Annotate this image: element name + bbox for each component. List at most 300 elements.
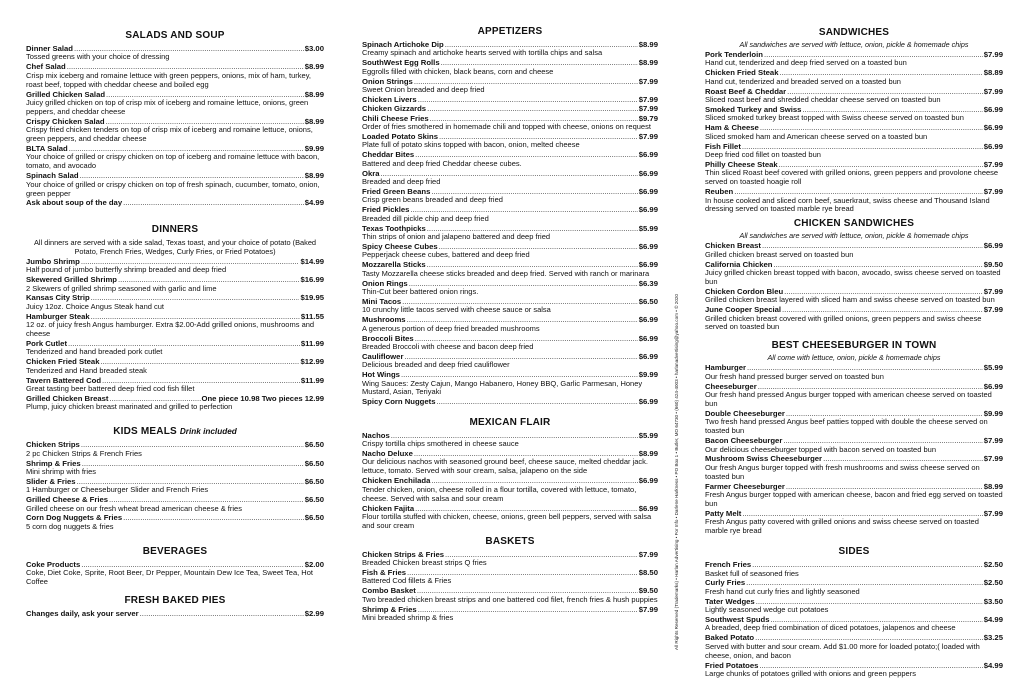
item-name: Southwest Spuds [705,615,770,625]
dot-leader [418,95,638,104]
item-name: Dinner Salad [26,44,73,53]
menu-item [705,87,1003,105]
menu-section-sandwiches [705,27,1003,214]
item-name: SouthWest Egg Rolls [362,58,440,68]
item-price: $2.50 [983,560,1003,570]
item-description: Large chunks of potatoes grilled with onions and green peppers [705,668,916,678]
item-price: $6.99 [983,141,1003,151]
item-price: $6.99 [638,168,658,178]
item-name: Chicken Strips & Fries [362,549,445,559]
item-description: Breaded and deep fried [362,177,441,187]
menu-item [26,117,324,144]
section-title-text: SALADS AND SOUP [125,30,225,41]
item-description: Deep fried cod fillet on toasted bun [705,149,821,159]
item-name: Kansas City Strip [26,293,90,303]
item-price: $6.50 [304,513,324,523]
item-name: Farmer Cheeseburger [705,481,785,491]
item-price: $6.50 [638,296,658,306]
menu-item-line [26,609,324,618]
item-name: Ask about soup of the day [26,198,123,208]
item-name: Philly Cheese Steak [705,159,778,169]
item-price: $6.99 [638,397,658,407]
item-description: Crispy tortilla chips smothered in cheese sauce [362,439,519,449]
section-title-text: KIDS MEALS [113,426,177,438]
item-name: Nachos [362,430,390,440]
item-price: $7.99 [638,549,658,559]
menu-item [362,297,658,315]
menu-section-kids [26,426,324,532]
menu-item [362,568,658,586]
item-name: Skewered Grilled Shrimp [26,275,118,285]
menu-item [26,144,324,171]
item-price: $6.50 [304,440,324,450]
item-description: In house cooked and sliced corn beef, sauerkraut, swiss cheese and Thousand Island dressing served on toasted marble rye bread [705,195,990,214]
section-title-text: BEVERAGES [142,545,208,557]
item-description: Order of fries smothered in homemade chili and topped with cheese, onions on request [362,122,651,132]
item-price: $7.99 [983,508,1003,518]
dot-leader [123,198,304,207]
item-price: $4.99 [304,198,324,208]
menu-item [26,339,324,357]
dot-leader [427,104,638,113]
item-price: $8.50 [638,568,658,578]
item-price: $7.99 [983,305,1003,315]
item-description: Juicy grilled chicken breast topped with bacon, avocado, swiss cheese served on toasted bun [705,268,1001,286]
item-price: $14.99 [300,256,324,266]
item-price: $3.50 [983,596,1003,606]
menu-item [362,315,658,333]
item-price: $6.99 [638,241,658,251]
menu-section-baskets [362,536,658,623]
item-name: Chicken Breast [705,241,761,251]
item-description: 5 corn dog nuggets & fries [26,521,114,531]
item-description: Grilled chicken breast covered with grilled onions, green peppers and swiss cheese served on toasted bun [705,313,982,332]
item-name: Pork Cutlet [26,338,68,348]
menu-item [26,459,324,477]
item-price: $6.39 [638,278,658,288]
menu-item [705,50,1003,68]
item-price: $12.99 [300,357,324,367]
item-description: Half pound of jumbo butterfly shrimp breaded and deep fried [26,265,227,275]
menu-item [362,550,658,568]
menu-item-line [362,95,658,104]
item-price: $11.55 [300,311,324,321]
section-title-sides [705,546,1003,558]
item-description: Eggrolls filled with chicken, black beans, corn and cheese [362,66,554,76]
item-price: $9.50 [983,259,1003,269]
menu-section-mexican [362,417,658,531]
item-description: Sweet Onion breaded and deep fried [362,85,485,95]
section-title-text: FRESH BAKED PIES [124,595,226,606]
item-description: Thin sliced Roast beef covered with grilled onions, green peppers and provolone cheese served on toasted hoagie roll [705,168,999,187]
item-price: $7.99 [983,454,1003,464]
section-title-text: MEXICAN FLAIR [469,416,551,428]
item-description: Plate full of potato skins topped with bacon, onion, melted cheese [362,140,580,150]
menu-item-line [362,104,658,113]
menu-item [705,68,1003,86]
section-note: All come with lettuce, onion, pickle & homemade chips [767,353,941,363]
item-name: Chicken Fried Steak [26,357,100,367]
section-title-text: SIDES [838,546,870,558]
item-description: 10 crunchy little tacos served with cheese sauce or salsa [362,305,551,315]
section-title-text: BEST CHEESEBURGER IN TOWN [771,340,937,352]
item-price: $5.99 [638,223,658,233]
menu-item [26,609,324,618]
item-price: One piece 10.98 Two pieces 12.99 [201,393,324,403]
item-description: Sliced roast beef and shredded cheddar cheese served on toasted bun [705,95,941,105]
item-name: Roast Beef & Cheddar [705,86,787,96]
item-name: Chili Cheese Fries [362,113,429,123]
item-name: Broccoli Bites [362,333,414,343]
menu-item [26,440,324,458]
item-price: $6.99 [983,381,1003,391]
menu-item [705,105,1003,123]
item-name: Double Cheeseburger [705,408,785,418]
item-price: $7.99 [638,132,658,142]
item-description: Breaded dill pickle chip and deep fried [362,213,489,223]
item-description: Grilled cheese on our fresh wheat bread american cheese & fries [26,503,242,513]
item-name: Hamburger [705,363,747,373]
section-title-baskets [362,536,658,548]
item-description: Breaded Chicken breast strips Q fries [362,558,487,568]
column-middle [362,6,658,623]
menu-item [362,397,658,406]
menu-item [362,586,658,604]
item-description: Lightly seasoned wedge cut potatoes [705,605,829,615]
item-name: Chef Salad [26,62,66,72]
item-name: Pork Tenderloin [705,50,763,59]
item-description: Fresh hand cut curly fries and lightly seasoned [705,586,860,596]
item-price: $7.99 [983,159,1003,169]
item-price: $4.99 [983,660,1003,670]
item-name: Chicken Livers [362,94,417,104]
item-name: Fried Green Beans [362,187,431,196]
item-description: Coke, Diet Coke, Sprite, Root Beer, Dr Pepper, Mountain Dew Ice Tea, Sweet Tea, Hot Coffee [26,568,313,587]
menu-item [362,104,658,113]
menu-section-salads [26,30,324,208]
menu-item [705,560,1003,578]
menu-item [26,357,324,375]
item-name: Fried Potatoes [705,660,759,670]
item-price: $8.99 [304,62,324,72]
vertical-credit-text: All Rights Reserved (Trademarks) • Harlan Advertising • For Info • Darlene Harkness • PO Box 1 • Butler, MO 64730 • (660) 424-4003 • harlanadvertising@yahoo.com • © 2020 [674,294,679,650]
item-description: Tossed greens with your choice of dressing [26,52,170,62]
item-description: Battered and deep fried Cheddar cheese cubes. [362,158,522,168]
dot-leader [140,609,304,618]
item-description: Sliced smoked turkey breast topped with Swiss cheese served on toasted bun [705,113,964,123]
menu-item [362,279,658,297]
menu-item [705,142,1003,160]
item-name: Nacho Deluxe [362,449,413,459]
menu-item [362,150,658,168]
item-description: 12 oz. of juicy fresh Angus hamburger. Extra $2.00-Add grilled onions, mushrooms and cheese [26,320,315,339]
item-price: $4.99 [983,615,1003,625]
menu-item [705,661,1003,679]
section-title-burgers [705,340,1003,352]
item-price: $6.99 [638,503,658,513]
item-price: $5.99 [638,430,658,440]
section-title-salads [26,30,324,42]
item-name: Chicken Strips [26,440,80,450]
item-price: $6.99 [638,260,658,270]
section-title-dinners [26,224,324,236]
item-description: Our fresh hand pressed Angus burger topped with american cheese served on toasted bun [705,390,992,408]
item-description: A breaded, deep fried combination of diced potatoes, jalapenos and cheese [705,623,956,633]
menu-item [705,597,1003,615]
menu-item [362,334,658,352]
item-description: Your choice of grilled or crispy chicken on top of iceberg and romaine lettuce with bacon, tomato, and avocado [26,152,320,171]
item-name: Grilled Cheese & Fries [26,495,109,505]
menu-item [362,431,658,449]
menu-item [705,382,1003,409]
item-price: $6.99 [983,241,1003,251]
item-description: Battered Cod fillets & Fries [362,576,452,586]
item-price: $6.99 [638,315,658,325]
section-title-kids [26,426,324,438]
menu-item [705,260,1003,287]
menu-section-pies [26,595,324,618]
item-price: $11.99 [300,338,324,348]
item-description: Tenderized and hand breaded pork cutlet [26,347,163,357]
item-price: $2.00 [304,559,324,569]
menu-item [362,132,658,150]
item-price: $7.99 [638,604,658,614]
item-name: Bacon Cheeseburger [705,436,783,446]
item-name: Reuben [705,187,734,197]
dot-leader [759,661,982,670]
column-right [705,6,1003,679]
item-name: California Chicken [705,259,773,269]
item-name: Grilled Chicken Breast [26,393,109,403]
menu-item [362,95,658,104]
item-price: $9.50 [638,586,658,596]
item-name: Crispy Chicken Salad [26,116,105,126]
item-description: Creamy spinach and artichoke hearts served with tortilla chips and salsa [362,48,603,58]
menu-item [362,114,658,132]
item-description: Mini breaded shrimp & fries [362,613,454,623]
item-name: Mushrooms [362,315,406,325]
menu-item [362,605,658,623]
item-price: $8.99 [638,40,658,49]
item-price: $6.99 [638,351,658,361]
item-description: A generous portion of deep fried breaded mushrooms [362,323,540,333]
item-price: $6.99 [638,187,658,196]
item-name: Chicken Cordon Bleu [705,286,784,296]
item-description: Great tasting beer battered deep fried cod fish fillet [26,384,195,393]
menu-item [705,482,1003,509]
menu-item [26,171,324,198]
item-price: $8.99 [638,58,658,68]
item-description: Our delicious cheeseburger topped with bacon served on toasted bun [705,444,936,454]
item-name: Onion Rings [362,278,408,288]
section-title-text: SANDWICHES [818,27,890,38]
menu-item [705,509,1003,536]
item-price: $2.99 [304,609,324,618]
item-description: Fresh Angus burger topped with american cheese, bacon and fried egg served on toasted bun [705,490,1003,508]
item-description: Our fresh Angus burger topped with fresh mushrooms and swiss cheese served on toasted bun [705,462,980,481]
item-description: Two breaded chicken breast strips and one battered cod filet, french fries & hush puppies [362,594,658,604]
menu-item [705,305,1003,332]
item-name: Chicken Gizzards [362,104,427,114]
menu-item [362,449,658,476]
item-name: Spicy Cheese Cubes [362,241,438,251]
item-description: Delicious breaded and deep fried cauliflower [362,360,510,370]
item-description: Thin-Cut beer battered onion rings. [362,286,479,296]
item-description: Crispy fried chicken tenders on top of crisp mix of iceberg and romaine lettuce, onions, green peppers, and cheddar cheese [26,125,313,144]
item-description: Served with butter and sour cream. Add $1.00 more for loaded potato;( loaded with cheese, onion, and bacon [705,641,980,660]
menu-item [705,578,1003,596]
menu-item [26,312,324,339]
item-name: Grilled Chicken Salad [26,89,106,99]
item-description: Sliced smoked ham and American cheese served on a toasted bun [705,131,928,141]
item-price: $8.99 [304,116,324,126]
item-description: Grilled chicken breast served on toasted bun [705,249,854,259]
item-price: $7.99 [983,286,1003,296]
section-intro: All dinners are served with a side salad, Texas toast, and your choice of potato (Baked Potato, French Fries, Wedges, Curly Fries, or Fried Potatoes) [33,237,317,256]
item-name: Texas Toothpicks [362,223,426,233]
item-name: Jumbo Shrimp [26,256,80,266]
item-description: Tasty Mozzarella cheese sticks breaded and deep fried. Served with ranch or marinara [362,268,650,278]
menu-section-beverages [26,546,324,587]
item-description: Thin strips of onion and jalapeno battered and deep fried [362,232,551,242]
item-name: BLTA Salad [26,143,68,153]
item-description: 2 Skewers of grilled shrimp seasoned with garlic and lime [26,283,217,293]
item-description: Two fresh hand pressed Angus beef patties topped with double the cheese served on toasted bun [705,417,988,436]
section-title-mexican [362,417,658,429]
item-price: $6.99 [638,476,658,486]
item-price: $8.99 [304,171,324,181]
item-price: $19.95 [300,293,324,303]
item-name: Hamburger Steak [26,311,90,321]
item-price: $9.99 [304,143,324,153]
menu-item [362,224,658,242]
item-description: Pepperjack cheese cubes, battered and deep fried [362,250,530,260]
menu-item [362,352,658,370]
item-price: $6.99 [983,104,1003,114]
item-name: Changes daily, ask your server [26,609,139,618]
item-name: Cauliflower [362,351,404,361]
section-title-text: CHICKEN SANDWICHES [793,218,915,230]
menu-item [26,513,324,531]
item-description: Tenderized and Hand breaded steak [26,365,147,375]
column-left [26,6,324,618]
item-price: $6.50 [304,495,324,505]
item-name: Okra [362,168,380,178]
menu-section-sides [705,546,1003,679]
menu-item [362,260,658,278]
item-name: Curly Fries [705,578,746,588]
menu-item [705,123,1003,141]
item-description: Fresh Angus patty covered with grilled onions and swiss cheese served on toasted marble rye bread [705,517,979,536]
item-price: $8.99 [304,89,324,99]
menu-item [362,205,658,223]
section-title-pies [26,595,324,607]
item-description: Your choice of grilled or crispy chicken on top of fresh spinach, cucumber, tomato, onion, green pepper [26,179,320,198]
item-price: $6.99 [983,123,1003,133]
item-price: $8.89 [983,68,1003,78]
section-title-beverages [26,546,324,558]
item-description: Basket full of seasoned fries [705,568,799,578]
item-price: $6.99 [638,150,658,160]
item-description: Breaded Broccoli with cheese and bacon deep fried [362,341,534,351]
item-price: $11.99 [300,375,324,385]
menu-item [362,169,658,187]
menu-item [362,476,658,503]
item-description: Flour tortilla stuffed with chicken, cheese, onions, green bell peppers, served with salsa and sour cream [362,511,652,530]
item-price: $9.99 [983,408,1003,418]
item-name: Baked Potato [705,633,755,643]
menu-item [26,62,324,89]
item-name: Mushroom Swiss Cheeseburger [705,454,823,464]
item-name: Hot Wings [362,370,400,380]
item-name: Slider & Fries [26,476,76,486]
item-name: French Fries [705,560,752,570]
menu-item [705,287,1003,305]
item-name: Coke Products [26,559,81,569]
item-name: Combo Basket [362,586,416,596]
item-description: Crisp green beans breaded and deep fried [362,195,503,205]
item-name: Chicken Enchilada [362,476,431,486]
item-description: Our delicious nachos with seasoned ground beef, cheese sauce, melted cheddar jack. lettuce, tomato. Served with sour cream, salsa, jalapeno on the side [362,457,649,476]
item-price: $7.99 [983,436,1003,446]
menu-item-line [362,397,658,406]
item-description: Wing Sauces: Zesty Cajun, Mango Habanero, Honey BBQ, Garlic Parmesan, Honey Mustard, Asian, Teriyaki [362,378,643,397]
menu-item [705,187,1003,214]
menu-item [705,363,1003,381]
item-description: 1 Hamburger or Cheeseburger Slider and French Fries [26,485,209,495]
menu-item [362,77,658,95]
item-description: Tender chicken, onion, cheese rolled in a flour tortilla, covered with lettuce, tomato, cheese. Served with salsa and sour cream [362,484,637,503]
menu-item [705,454,1003,481]
menu-item [705,241,1003,259]
item-price: $9.79 [638,113,658,123]
menu-item [362,40,658,58]
item-name: Cheddar Bites [362,150,415,160]
menu-item [26,257,324,275]
section-note: All sandwiches are served with lettuce, onion, pickle & homemade chips [739,231,969,241]
section-title-chicken [705,218,1003,230]
menu-item [705,633,1003,660]
section-title-appetizers [362,26,658,38]
item-name: Spinach Artichoke Dip [362,40,444,49]
item-description: Grilled chicken breast layered with sliced ham and swiss cheese served on toasted bun [705,295,995,305]
item-price: $6.99 [638,333,658,343]
item-price: $2.50 [983,578,1003,588]
item-name: Onion Strings [362,76,413,86]
dot-leader [436,397,637,406]
item-name: Chicken Fried Steak [705,68,779,78]
item-price: $9.99 [638,370,658,380]
menu-item [26,394,324,412]
menu-item [26,495,324,513]
menu-item [705,615,1003,633]
section-subtitle: Drink included [179,427,237,437]
item-description: Mini shrimp with fries [26,466,97,476]
menu-item [362,242,658,260]
item-name: Spinach Salad [26,171,79,181]
item-description: 2 pc Chicken Strips & French Fries [26,448,142,458]
menu-item [26,376,324,394]
menu-item [26,90,324,117]
item-name: Tater Wedges [705,596,755,606]
menu-item [362,370,658,397]
item-price: $3.00 [304,44,324,53]
menu-section-dinners [26,224,324,412]
menu-item [26,198,324,207]
menu-item [362,58,658,76]
menu-item [26,293,324,311]
item-price: $3.25 [983,633,1003,643]
